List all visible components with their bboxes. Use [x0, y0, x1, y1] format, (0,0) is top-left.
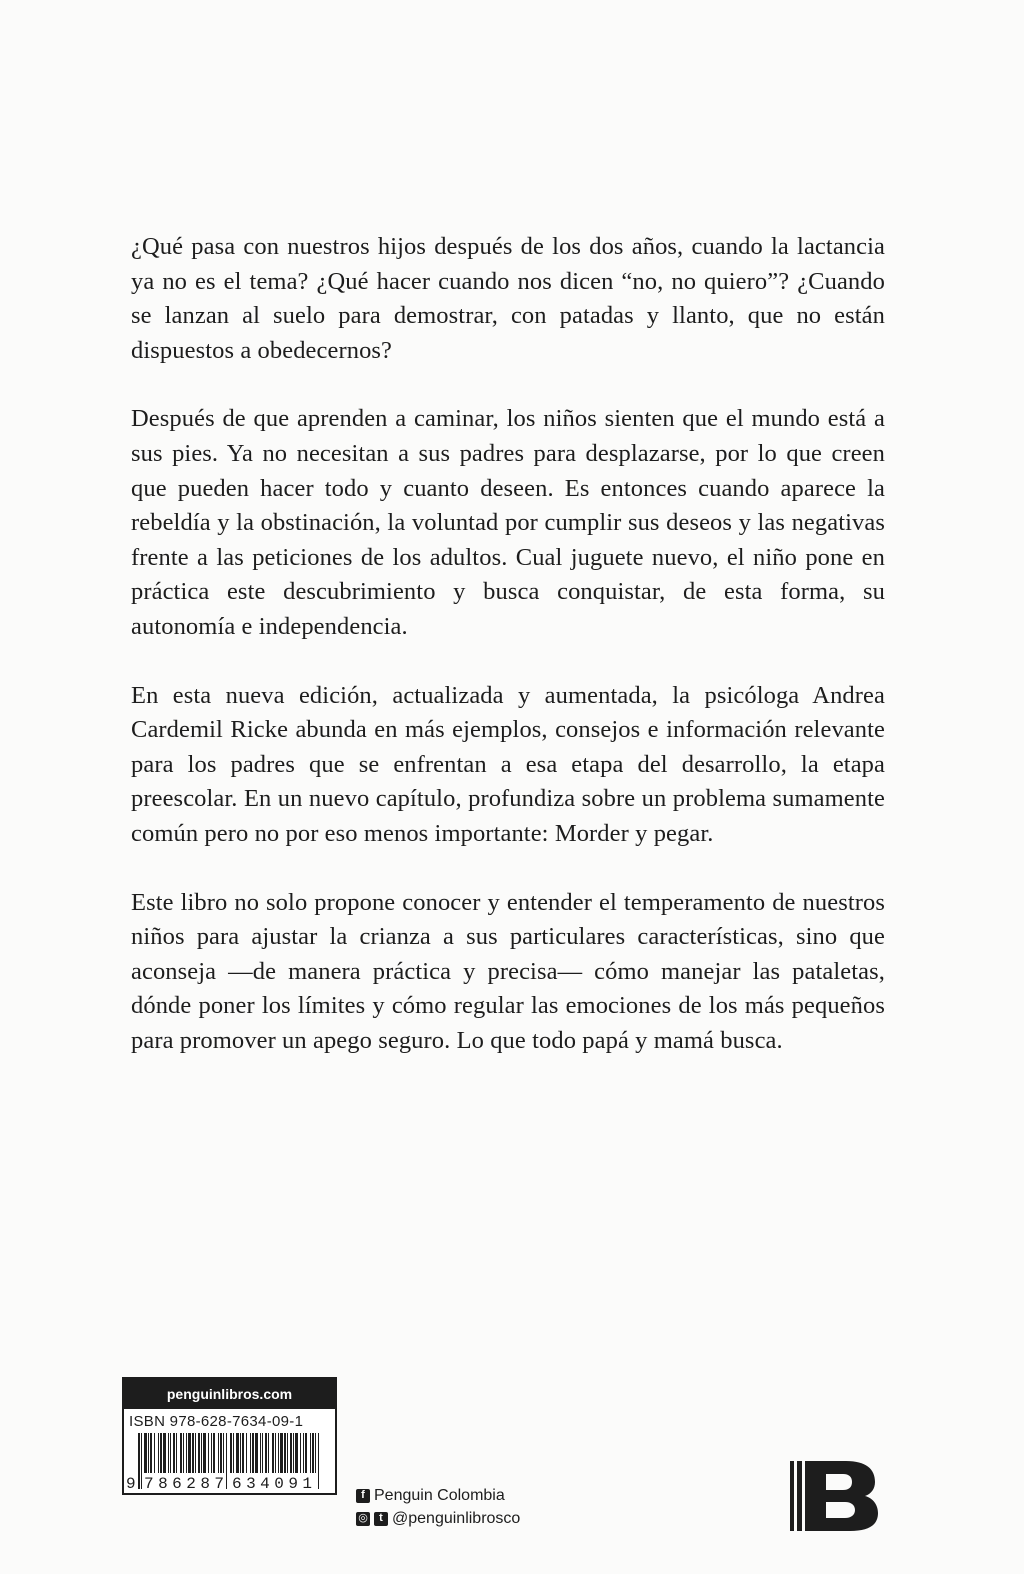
barcode-bar: [148, 1433, 149, 1473]
blurb-paragraph-4: Este libro no solo propone conocer y entender el temperamento de nuestros niños para ajustar la crianza a sus particulares características, sino que aconseja —de manera práctica y precisa— cómo manejar las pataletas, dónde poner los límites y cómo regular las emociones de los más pequeños para promover un apego seguro. Lo que todo papá y mamá busca.: [131, 888, 885, 1054]
back-cover-blurb: [131, 230, 885, 1092]
barcode-bar: [173, 1433, 175, 1473]
barcode-bar: [252, 1433, 254, 1473]
barcode-bar: [300, 1433, 301, 1473]
barcode-bar: [213, 1433, 215, 1473]
ediciones-b-logo: [790, 1458, 882, 1534]
barcode-bar: [150, 1433, 152, 1473]
barcode-bar: [246, 1433, 247, 1473]
barcode-bar: [176, 1433, 177, 1473]
barcode-bar: [275, 1433, 276, 1473]
barcode-bar: [223, 1433, 224, 1473]
barcode-bar: [160, 1433, 162, 1473]
barcode-bar: [278, 1433, 279, 1473]
barcode-bar: [195, 1433, 196, 1473]
blurb-paragraph-1: ¿Qué pasa con nuestros hijos después de los dos años, cuando la lactancia ya no es el tema? ¿Qué hacer cuando nos dicen “no, no quiero”? ¿Cuando se lanzan al suelo para demostrar, con patadas y llanto, que no están dispuestos a obedecernos?: [131, 233, 885, 364]
barcode-bar: [183, 1433, 184, 1473]
blurb-paragraph-2: Después de que aprenden a caminar, los niños sienten que el mundo está a sus pies. Ya no necesitan a sus padres para desplazarse, por lo que creen que pueden hacer todo y cuanto deseen. Es entonces cuando aparece la rebeldía y la obstinación, la voluntad por cumplir sus deseos y las negativas frente a las peticiones de los adultos. Cual juguete nuevo, el niño pone en práctica este descubrimiento y busca conquistar, de esta forma, su autonomía e independencia.: [131, 405, 885, 640]
barcode-bar: [170, 1433, 171, 1473]
barcode-bar: [260, 1433, 261, 1473]
barcode-bar: [186, 1433, 187, 1473]
barcode-bar: [315, 1433, 316, 1473]
barcode-bar: [265, 1433, 267, 1473]
barcode-bar: [163, 1433, 166, 1473]
barcode-bar: [211, 1433, 212, 1473]
isbn-barcode-block: [122, 1377, 337, 1495]
barcode-bar: [233, 1433, 234, 1473]
barcode-bar: [268, 1433, 269, 1473]
barcode-bar: [303, 1433, 304, 1473]
barcode-bar: [188, 1433, 191, 1473]
barcode-bar: [284, 1433, 286, 1473]
blurb-paragraph-3: En esta nueva edición, actualizada y aumentada, la psicóloga Andrea Cardemil Ricke abunda en más ejemplos, consejos e información relevante para los padres que se enfrentan a esa etapa del desarrollo, la etapa preescolar. En un nuevo capítulo, profundiza sobre un problema sumamente común pero no por eso menos importante: Morder y pegar.: [131, 681, 885, 847]
barcode-bar: [192, 1433, 194, 1473]
barcode-bar: [180, 1433, 182, 1473]
barcode-bar: [240, 1433, 241, 1473]
barcode-bar: [158, 1433, 159, 1473]
barcode-bar: [236, 1433, 239, 1473]
barcode-bar: [280, 1433, 283, 1473]
barcode-bar: [198, 1433, 200, 1473]
twitter-icon: t: [374, 1512, 388, 1526]
barcode-bar: [310, 1433, 311, 1473]
handle-row: [356, 1507, 520, 1530]
website-label: penguinlibros.com: [124, 1379, 335, 1409]
barcode-bar: [295, 1433, 298, 1473]
barcode-bar: [201, 1433, 202, 1473]
isbn-label: ISBN 978-628-7634-09-1: [129, 1413, 304, 1430]
barcode-bar: [226, 1433, 227, 1489]
social-handle: @penguinlibrosco: [392, 1510, 521, 1527]
barcode-bar: [138, 1433, 140, 1489]
barcode-lead-digit: 9: [126, 1475, 136, 1491]
barcode-bar: [208, 1433, 209, 1473]
barcode-bar: [318, 1433, 319, 1489]
barcode-bar: [220, 1433, 222, 1473]
barcode-bar: [305, 1433, 307, 1473]
barcode-bar: [144, 1433, 147, 1473]
facebook-icon: f: [356, 1489, 370, 1503]
barcode-bar: [242, 1433, 244, 1473]
barcode-graphic: [124, 1433, 331, 1491]
barcode-bar: [272, 1433, 274, 1473]
facebook-page-name: Penguin Colombia: [374, 1487, 505, 1504]
barcode-bar: [218, 1433, 219, 1473]
barcode-bar: [203, 1433, 206, 1473]
barcode-bar: [250, 1433, 251, 1473]
barcode-bar: [312, 1433, 314, 1473]
barcode-bar: [262, 1433, 263, 1473]
barcode-left-digits: 786287: [144, 1475, 224, 1491]
barcode-bar: [230, 1433, 232, 1473]
barcode-bar: [168, 1433, 169, 1473]
barcode-right-digits: 634091: [232, 1475, 312, 1491]
barcode-bar: [255, 1433, 258, 1473]
barcode-bar: [290, 1433, 292, 1473]
social-links: [356, 1484, 520, 1530]
barcode-bar: [293, 1433, 294, 1473]
instagram-icon: ◎: [356, 1512, 370, 1526]
facebook-row: [356, 1484, 520, 1507]
barcode-bar: [287, 1433, 288, 1473]
barcode-bar: [154, 1433, 155, 1473]
barcode-bar: [141, 1433, 142, 1489]
